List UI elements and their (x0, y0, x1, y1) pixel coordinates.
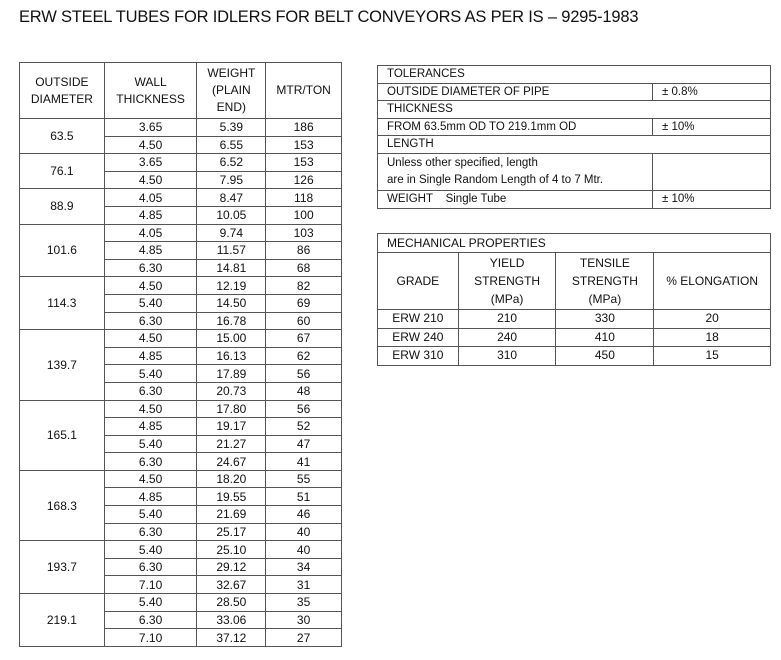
mtr-ton-cell: 153 (266, 136, 342, 154)
mtr-ton-cell: 56 (266, 365, 342, 383)
header-line: WEIGHT (207, 66, 256, 80)
wall-thickness-cell: 4.85 (104, 418, 197, 436)
outside-diameter-cell: 193.7 (20, 541, 105, 594)
header-yield-strength (458, 253, 556, 310)
wall-thickness-cell: 4.85 (104, 206, 197, 224)
tensile-strength-cell: 450 (556, 347, 654, 366)
wall-thickness-cell: 5.40 (104, 541, 197, 559)
mtr-ton-cell: 69 (266, 294, 342, 312)
wall-thickness-cell: 6.30 (104, 611, 197, 629)
header-line: DIAMETER (30, 91, 93, 106)
weight-cell: 24.67 (197, 453, 266, 471)
weight-cell: 29.12 (197, 558, 266, 576)
grade-cell: ERW 310 (378, 347, 459, 366)
document-title: ERW STEEL TUBES FOR IDLERS FOR BELT CONVEYORS AS PER IS – 9295-1983 (19, 8, 639, 26)
header-line: STRENGTH (571, 274, 638, 288)
table-row (20, 277, 342, 295)
mtr-ton-cell: 103 (266, 224, 342, 242)
outside-diameter-cell: 76.1 (20, 154, 105, 189)
dimensions-body (20, 119, 342, 647)
mechanical-body (378, 310, 771, 366)
tolerances-thickness-heading-row (378, 101, 771, 119)
mtr-ton-cell: 51 (266, 488, 342, 506)
tolerance-length-value (653, 153, 771, 190)
mtr-ton-cell: 100 (266, 206, 342, 224)
header-line: GRADE (396, 274, 440, 288)
wall-thickness-cell: 5.40 (104, 365, 197, 383)
grade-cell: ERW 240 (378, 328, 459, 347)
tolerance-length-text (378, 153, 653, 190)
weight-cell: 37.12 (197, 629, 266, 647)
header-line: (MPa) (490, 292, 524, 306)
header-line: YIELD (489, 256, 525, 270)
weight-cell: 19.17 (197, 418, 266, 436)
header-line: (MPa) (588, 292, 622, 306)
weight-cell: 5.39 (197, 119, 266, 137)
wall-thickness-cell: 4.50 (104, 330, 197, 348)
mtr-ton-cell: 68 (266, 259, 342, 277)
wall-thickness-cell: 7.10 (104, 576, 197, 594)
wall-thickness-cell: 5.40 (104, 506, 197, 524)
tolerance-length-heading: LENGTH (378, 136, 771, 154)
weight-cell: 21.69 (197, 506, 266, 524)
outside-diameter-cell: 168.3 (20, 470, 105, 540)
mtr-ton-cell: 41 (266, 453, 342, 471)
header-line: % ELONGATION (666, 274, 759, 288)
dimensions-table (19, 62, 342, 647)
weight-cell: 7.95 (197, 171, 266, 189)
wall-thickness-cell: 4.50 (104, 171, 197, 189)
wall-thickness-cell: 6.30 (104, 558, 197, 576)
mtr-ton-cell: 86 (266, 242, 342, 260)
weight-cell: 19.55 (197, 488, 266, 506)
wall-thickness-cell: 4.85 (104, 488, 197, 506)
weight-cell: 28.50 (197, 594, 266, 612)
mtr-ton-cell: 153 (266, 154, 342, 172)
tolerance-row-od (378, 83, 771, 101)
wall-thickness-cell: 4.50 (104, 400, 197, 418)
mtr-ton-cell: 46 (266, 506, 342, 524)
header-tensile-strength (556, 253, 654, 310)
weight-cell: 14.50 (197, 294, 266, 312)
weight-cell: 8.47 (197, 189, 266, 207)
tensile-strength-cell: 330 (556, 310, 654, 329)
tolerances-length-heading-row (378, 136, 771, 154)
weight-cell: 16.78 (197, 312, 266, 330)
table-row (378, 310, 771, 329)
header-line: TENSILE (579, 256, 630, 270)
weight-cell: 12.19 (197, 277, 266, 295)
wall-thickness-cell: 4.50 (104, 136, 197, 154)
mechanical-heading: MECHANICAL PROPERTIES (378, 234, 771, 253)
tolerances-heading: TOLERANCES (378, 66, 771, 84)
mtr-ton-cell: 56 (266, 400, 342, 418)
weight-cell: 17.80 (197, 400, 266, 418)
outside-diameter-cell: 63.5 (20, 119, 105, 154)
table-row (20, 119, 342, 137)
mtr-ton-cell: 186 (266, 119, 342, 137)
tolerance-thickness-heading: THICKNESS (378, 101, 771, 119)
mtr-ton-cell: 82 (266, 277, 342, 295)
wall-thickness-cell: 4.85 (104, 347, 197, 365)
header-weight (197, 63, 266, 119)
mechanical-header-row (378, 253, 771, 310)
wall-thickness-cell: 3.65 (104, 119, 197, 137)
mtr-ton-cell: 40 (266, 523, 342, 541)
table-row (20, 470, 342, 488)
wall-thickness-cell: 6.30 (104, 259, 197, 277)
table-row (20, 154, 342, 172)
elongation-cell: 20 (654, 310, 771, 329)
table-row (20, 400, 342, 418)
tolerance-row-length (378, 153, 771, 190)
outside-diameter-cell: 219.1 (20, 594, 105, 647)
outside-diameter-cell: 101.6 (20, 224, 105, 277)
outside-diameter-cell: 139.7 (20, 330, 105, 400)
header-line: THICKNESS (116, 91, 185, 106)
table-row (20, 330, 342, 348)
weight-cell: 32.67 (197, 576, 266, 594)
tolerance-length-line-1: Unless other specified, length (387, 156, 538, 169)
weight-cell: 9.74 (197, 224, 266, 242)
weight-cell: 10.05 (197, 206, 266, 224)
table-row (378, 347, 771, 366)
weight-cell: 17.89 (197, 365, 266, 383)
weight-cell: 16.13 (197, 347, 266, 365)
outside-diameter-cell: 165.1 (20, 400, 105, 470)
mtr-ton-cell: 52 (266, 418, 342, 436)
tolerance-row-thickness (378, 118, 771, 136)
header-line: END) (216, 100, 246, 114)
table-row (378, 328, 771, 347)
tolerances-heading-row (378, 66, 771, 84)
table-row (20, 189, 342, 207)
wall-thickness-cell: 7.10 (104, 629, 197, 647)
yield-strength-cell: 310 (458, 347, 556, 366)
tolerance-od-label: OUTSIDE DIAMETER OF PIPE (378, 83, 653, 101)
header-grade (378, 253, 459, 310)
tolerance-weight-value: ± 10% (653, 190, 771, 208)
yield-strength-cell: 240 (458, 328, 556, 347)
dimensions-header-row (20, 63, 342, 119)
weight-cell: 6.55 (197, 136, 266, 154)
weight-cell: 25.10 (197, 541, 266, 559)
wall-thickness-cell: 6.30 (104, 523, 197, 541)
mtr-ton-cell: 48 (266, 382, 342, 400)
mtr-ton-cell: 55 (266, 470, 342, 488)
mtr-ton-cell: 62 (266, 347, 342, 365)
wall-thickness-cell: 5.40 (104, 594, 197, 612)
table-row (20, 224, 342, 242)
mechanical-heading-row (378, 234, 771, 253)
header-wall-thickness (104, 63, 197, 119)
wall-thickness-cell: 5.40 (104, 294, 197, 312)
mechanical-properties-table (377, 233, 771, 366)
wall-thickness-cell: 4.50 (104, 277, 197, 295)
weight-cell: 18.20 (197, 470, 266, 488)
weight-cell: 11.57 (197, 242, 266, 260)
mtr-ton-cell: 60 (266, 312, 342, 330)
weight-cell: 15.00 (197, 330, 266, 348)
mtr-ton-cell: 126 (266, 171, 342, 189)
weight-cell: 25.17 (197, 523, 266, 541)
mtr-ton-cell: 40 (266, 541, 342, 559)
wall-thickness-cell: 3.65 (104, 154, 197, 172)
tolerance-row-weight (378, 190, 771, 208)
tolerance-od-value: ± 0.8% (653, 83, 771, 101)
tolerance-thickness-value: ± 10% (653, 118, 771, 136)
outside-diameter-cell: 88.9 (20, 189, 105, 224)
tolerance-length-line-2: are in Single Random Length of 4 to 7 Mtr. (387, 173, 604, 186)
header-mtr-ton (266, 63, 342, 119)
weight-cell: 21.27 (197, 435, 266, 453)
weight-cell: 6.52 (197, 154, 266, 172)
table-row (20, 594, 342, 612)
mtr-ton-cell: 31 (266, 576, 342, 594)
tolerance-weight-label: WEIGHT Single Tube (378, 190, 653, 208)
mtr-ton-cell: 27 (266, 629, 342, 647)
mtr-ton-cell: 47 (266, 435, 342, 453)
header-line: OUTSIDE (35, 74, 89, 89)
tensile-strength-cell: 410 (556, 328, 654, 347)
mtr-ton-cell: 67 (266, 330, 342, 348)
wall-thickness-cell: 4.50 (104, 470, 197, 488)
header-line: (PLAIN (211, 83, 251, 97)
elongation-cell: 18 (654, 328, 771, 347)
wall-thickness-cell: 4.05 (104, 189, 197, 207)
wall-thickness-cell: 6.30 (104, 312, 197, 330)
weight-cell: 33.06 (197, 611, 266, 629)
weight-cell: 20.73 (197, 382, 266, 400)
wall-thickness-cell: 5.40 (104, 435, 197, 453)
mtr-ton-cell: 118 (266, 189, 342, 207)
mtr-ton-cell: 35 (266, 594, 342, 612)
header-outside-diameter (20, 63, 105, 119)
tolerances-table (377, 65, 771, 209)
mtr-ton-cell: 34 (266, 558, 342, 576)
header-line: STRENGTH (474, 274, 541, 288)
wall-thickness-cell: 4.85 (104, 242, 197, 260)
tolerance-thickness-label: FROM 63.5mm OD TO 219.1mm OD (378, 118, 653, 136)
header-line: WALL (134, 74, 167, 89)
wall-thickness-cell: 4.05 (104, 224, 197, 242)
wall-thickness-cell: 6.30 (104, 453, 197, 471)
weight-cell: 14.81 (197, 259, 266, 277)
yield-strength-cell: 210 (458, 310, 556, 329)
grade-cell: ERW 210 (378, 310, 459, 329)
header-elongation (654, 253, 771, 310)
elongation-cell: 15 (654, 347, 771, 366)
wall-thickness-cell: 6.30 (104, 382, 197, 400)
outside-diameter-cell: 114.3 (20, 277, 105, 330)
table-row (20, 541, 342, 559)
mtr-ton-cell: 30 (266, 611, 342, 629)
header-line: MTR/TON (276, 83, 331, 97)
